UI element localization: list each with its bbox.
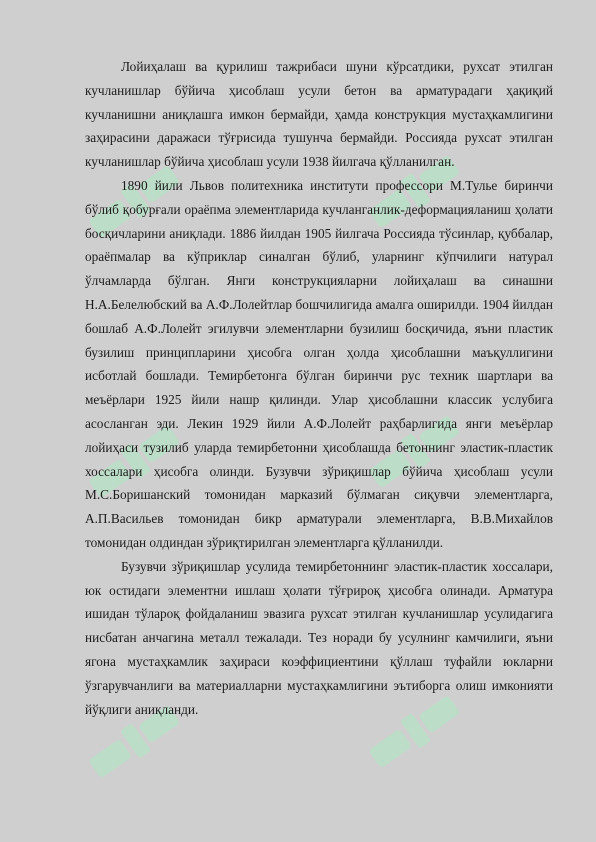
document-body <box>85 55 553 721</box>
paragraph-2: 1890 йили Львов политехника институти профессори М.Тулье биринчи бўлиб қобурғали ораёпма элементларида кучланганлик-деформацияланиш ҳолати босқичларини аниқлади. 1886 йилдан 1905 йилгача Россияда тўсинлар, қуббалар, ораёпмалар ва кўприклар синалган бўлиб, уларнинг кўпчилиги натурал ўлчамларда бўлган. Янги конструкцияларни лойиҳалаш ва синашни Н.А.Белелюбский ва А.Ф.Лолейтлар бошчилигида амалга оширилди. 1904 йилдан бошлаб А.Ф.Лолейт эгилувчи элементларни бузилиш босқичида, яъни пластик бузилиш принципларини ҳисобга олган ҳолда ҳисоблашни маъқуллигини исботлай бошлади. Темирбетонга бўлган биринчи рус техник шартлари ва меъёрлари 1925 йили нашр қилинди. Улар ҳисоблашни классик услубига асосланган эди. Лекин 1929 йили А.Ф.Лолейт раҳбарлигида янги меъёрлар лойиҳаси тузилиб уларда темирбетонни ҳисоблашда бетоннинг эластик-пластик хоссалари ҳисобга олинди. Бузувчи зўриқишлар бўйича ҳисоблаш усули М.С.Боришанский томонидан марказий бўлмаган сиқувчи элементларга, А.П.Васильев томонидан бикр арматурали элементларга, В.В.Михайлов томонидан олдиндан зўриқтирилган элементларга қўлланилди. <box>85 177 553 550</box>
paragraph-3: Бузувчи зўриқишлар усулида темирбетоннинг эластик-пластик хоссалари, юк остидаги элементни ишлаш ҳолати тўғрироқ ҳисобга олинади. Арматура ишидан тўлароқ фойдаланиш эвазига рухсат этилган кучланишлар усулидагига нисбатан анчагина металл тежалади. Тез норади бу усулнинг камчилиги, яъни ягона мустаҳкамлик заҳираси коэффициентини қўллаш туфайли юкларни ўзгарувчанлиги ва материалларни мустаҳкамлигини эътиборга олиш имконияти йўқлиги аниқланди. <box>85 558 553 717</box>
paragraph-1: Лойиҳалаш ва қурилиш тажрибаси шуни кўрсатдики, рухсат этилган кучланишлар бўйича ҳисоблаш усули бетон ва арматурадаги ҳақиқий кучланишни аниқлашга имкон бермайди, ҳамда конструкция мустаҳкамлигини заҳирасини даражаси тўғрисида тушунча бермайди. Россияда рухсат этилган кучланишлар бўйича ҳисоблаш усули 1938 йилгача қўлланилган. <box>85 59 553 170</box>
